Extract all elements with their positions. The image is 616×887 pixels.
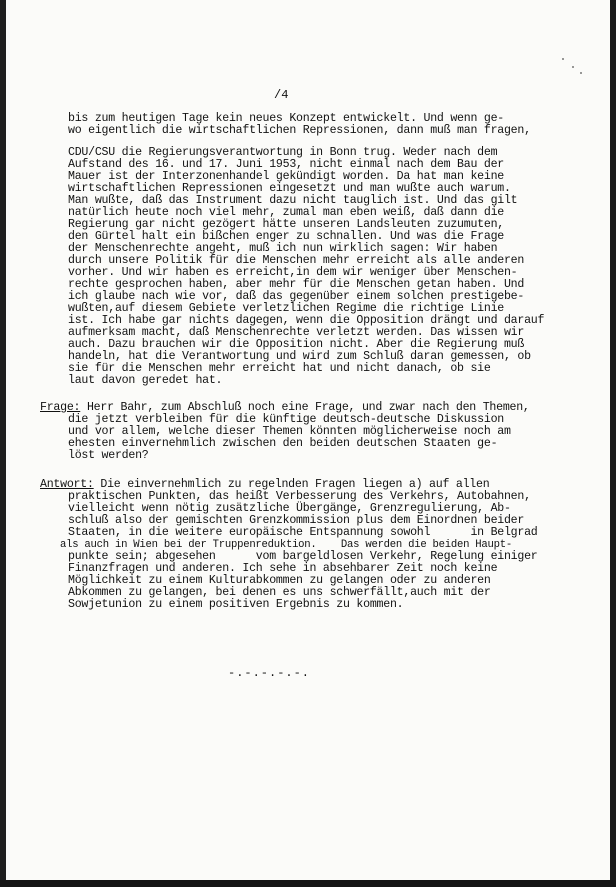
text-line: ehesten einvernehmlich zwischen den beiden deutschen Staaten ge- <box>68 437 498 450</box>
text-line: wirtschaftlichen Repressionen eingesetzt und man wußte auch warum. <box>68 182 511 195</box>
text-line: Finanzfragen und anderen. Ich sehe in absehbarer Zeit noch keine <box>68 562 498 575</box>
question-text: Herr Bahr, zum Abschluß noch eine Frage, und zwar nach den Themen, <box>80 401 530 414</box>
text-line: handeln, hat die Verantwortung und wird zum Schluß daran gemessen, ob <box>68 350 531 363</box>
text-line: Möglichkeit zu einem Kulturabkommen zu gelangen oder zu anderen <box>68 574 491 587</box>
text-line: ich glaube nach wie vor, daß das gegenüber einem solchen prestigebe- <box>68 290 525 303</box>
text-line: und vor allem, welche dieser Themen könnten möglicherweise noch am <box>68 425 511 438</box>
scan-speck <box>572 66 574 68</box>
text-line: schluß also der gemischten Grenzkommission plus dem Einordnen beider <box>68 514 525 527</box>
text-line: Regierung gar nicht gezögert hätte unseren Landsleuten zuzumuten, <box>68 218 504 231</box>
scan-border-right <box>610 0 616 887</box>
text-line: punkte sein; abgesehen vom bargeldlosen Verkehr, Regelung einiger <box>68 550 538 563</box>
text-line: Sowjetunion zu einem positiven Ergebnis zu kommen. <box>68 598 404 611</box>
text-line: rechte gesprochen haben, aber mehr für die Menschen getan haben. Und <box>68 278 525 291</box>
text-line: den Gürtel halt ein bißchen enger zu schnallen. Und was die Frage <box>68 230 504 243</box>
answer-label: Antwort: <box>40 478 94 491</box>
scan-speck <box>580 72 582 74</box>
text-line: ist. Ich habe gar nichts dagegen, wenn die Opposition drängt und darauf <box>68 314 545 327</box>
text-line: natürlich heute noch viel mehr, zumal man eben weiß, daß dann die <box>68 206 504 219</box>
text-line: durch unsere Politik für die Menschen mehr erreicht als alle anderen <box>68 254 525 267</box>
text-line: laut davon geredet hat. <box>68 374 223 387</box>
text-line: sie für die Menschen mehr erreicht hat und nicht danach, ob sie <box>68 362 491 375</box>
text-line: CDU/CSU die Regierungsverantwortung in Bonn trug. Weder nach dem <box>68 146 498 159</box>
text-line: Aufstand des 16. und 17. Juni 1953, nicht einmal nach dem Bau der <box>68 158 504 171</box>
document-page <box>6 0 610 880</box>
text-line: Abkommen zu gelangen, bei denen es uns schwerfällt,auch mit der <box>68 586 491 599</box>
text-line: Man wußte, daß das Instrument dazu nicht tauglich ist. Und das gilt <box>68 194 518 207</box>
text-line: als auch in Wien bei der Truppenreduktion. Das werden die beiden Haupt- <box>60 539 512 551</box>
text-line: Staaten, in die weitere europäische Entspannung sowohl in Belgrad <box>68 526 538 539</box>
text-line: vorher. Und wir haben es erreicht,in dem wir weniger über Menschen- <box>68 266 518 279</box>
answer-text: Die einvernehmlich zu regelnden Fragen liegen a) auf allen <box>93 478 490 491</box>
scan-border-bottom <box>0 880 616 887</box>
text-line: wo eigentlich die wirtschaftlichen Repressionen, dann muß man fragen, <box>68 124 531 137</box>
text-line: löst werden? <box>68 449 149 462</box>
text-line: praktischen Punkten, das heißt Verbesserung des Verkehrs, Autobahnen, <box>68 490 531 503</box>
text-line: wußten,auf diesem Gebiete verletzlichen Regime die richtige Linie <box>68 302 504 315</box>
scan-speck <box>562 58 564 60</box>
page-number: /4 <box>274 88 289 102</box>
text-line: aufmerksam macht, daß Menschenrechte verletzt werden. Das wissen wir <box>68 326 525 339</box>
end-mark: -.-.-.-.-. <box>228 666 311 680</box>
text-line: die jetzt verbleiben für die künftige deutsch-deutsche Diskussion <box>68 413 504 426</box>
text-line: auch. Dazu brauchen wir die Opposition nicht. Aber die Regierung muß <box>68 338 525 351</box>
text-line: vielleicht wenn nötig zusätzliche Übergänge, Grenzregulierung, Ab- <box>68 502 511 515</box>
text-line: bis zum heutigen Tage kein neues Konzept entwickelt. Und wenn ge- <box>68 112 504 125</box>
question-label: Frage: <box>40 401 81 414</box>
text-line: der Menschenrechte angeht, muß ich nun wirklich sagen: Wir haben <box>68 242 498 255</box>
text-line: Mauer ist der Interzonenhandel gekündigt worden. Da hat man keine <box>68 170 504 183</box>
